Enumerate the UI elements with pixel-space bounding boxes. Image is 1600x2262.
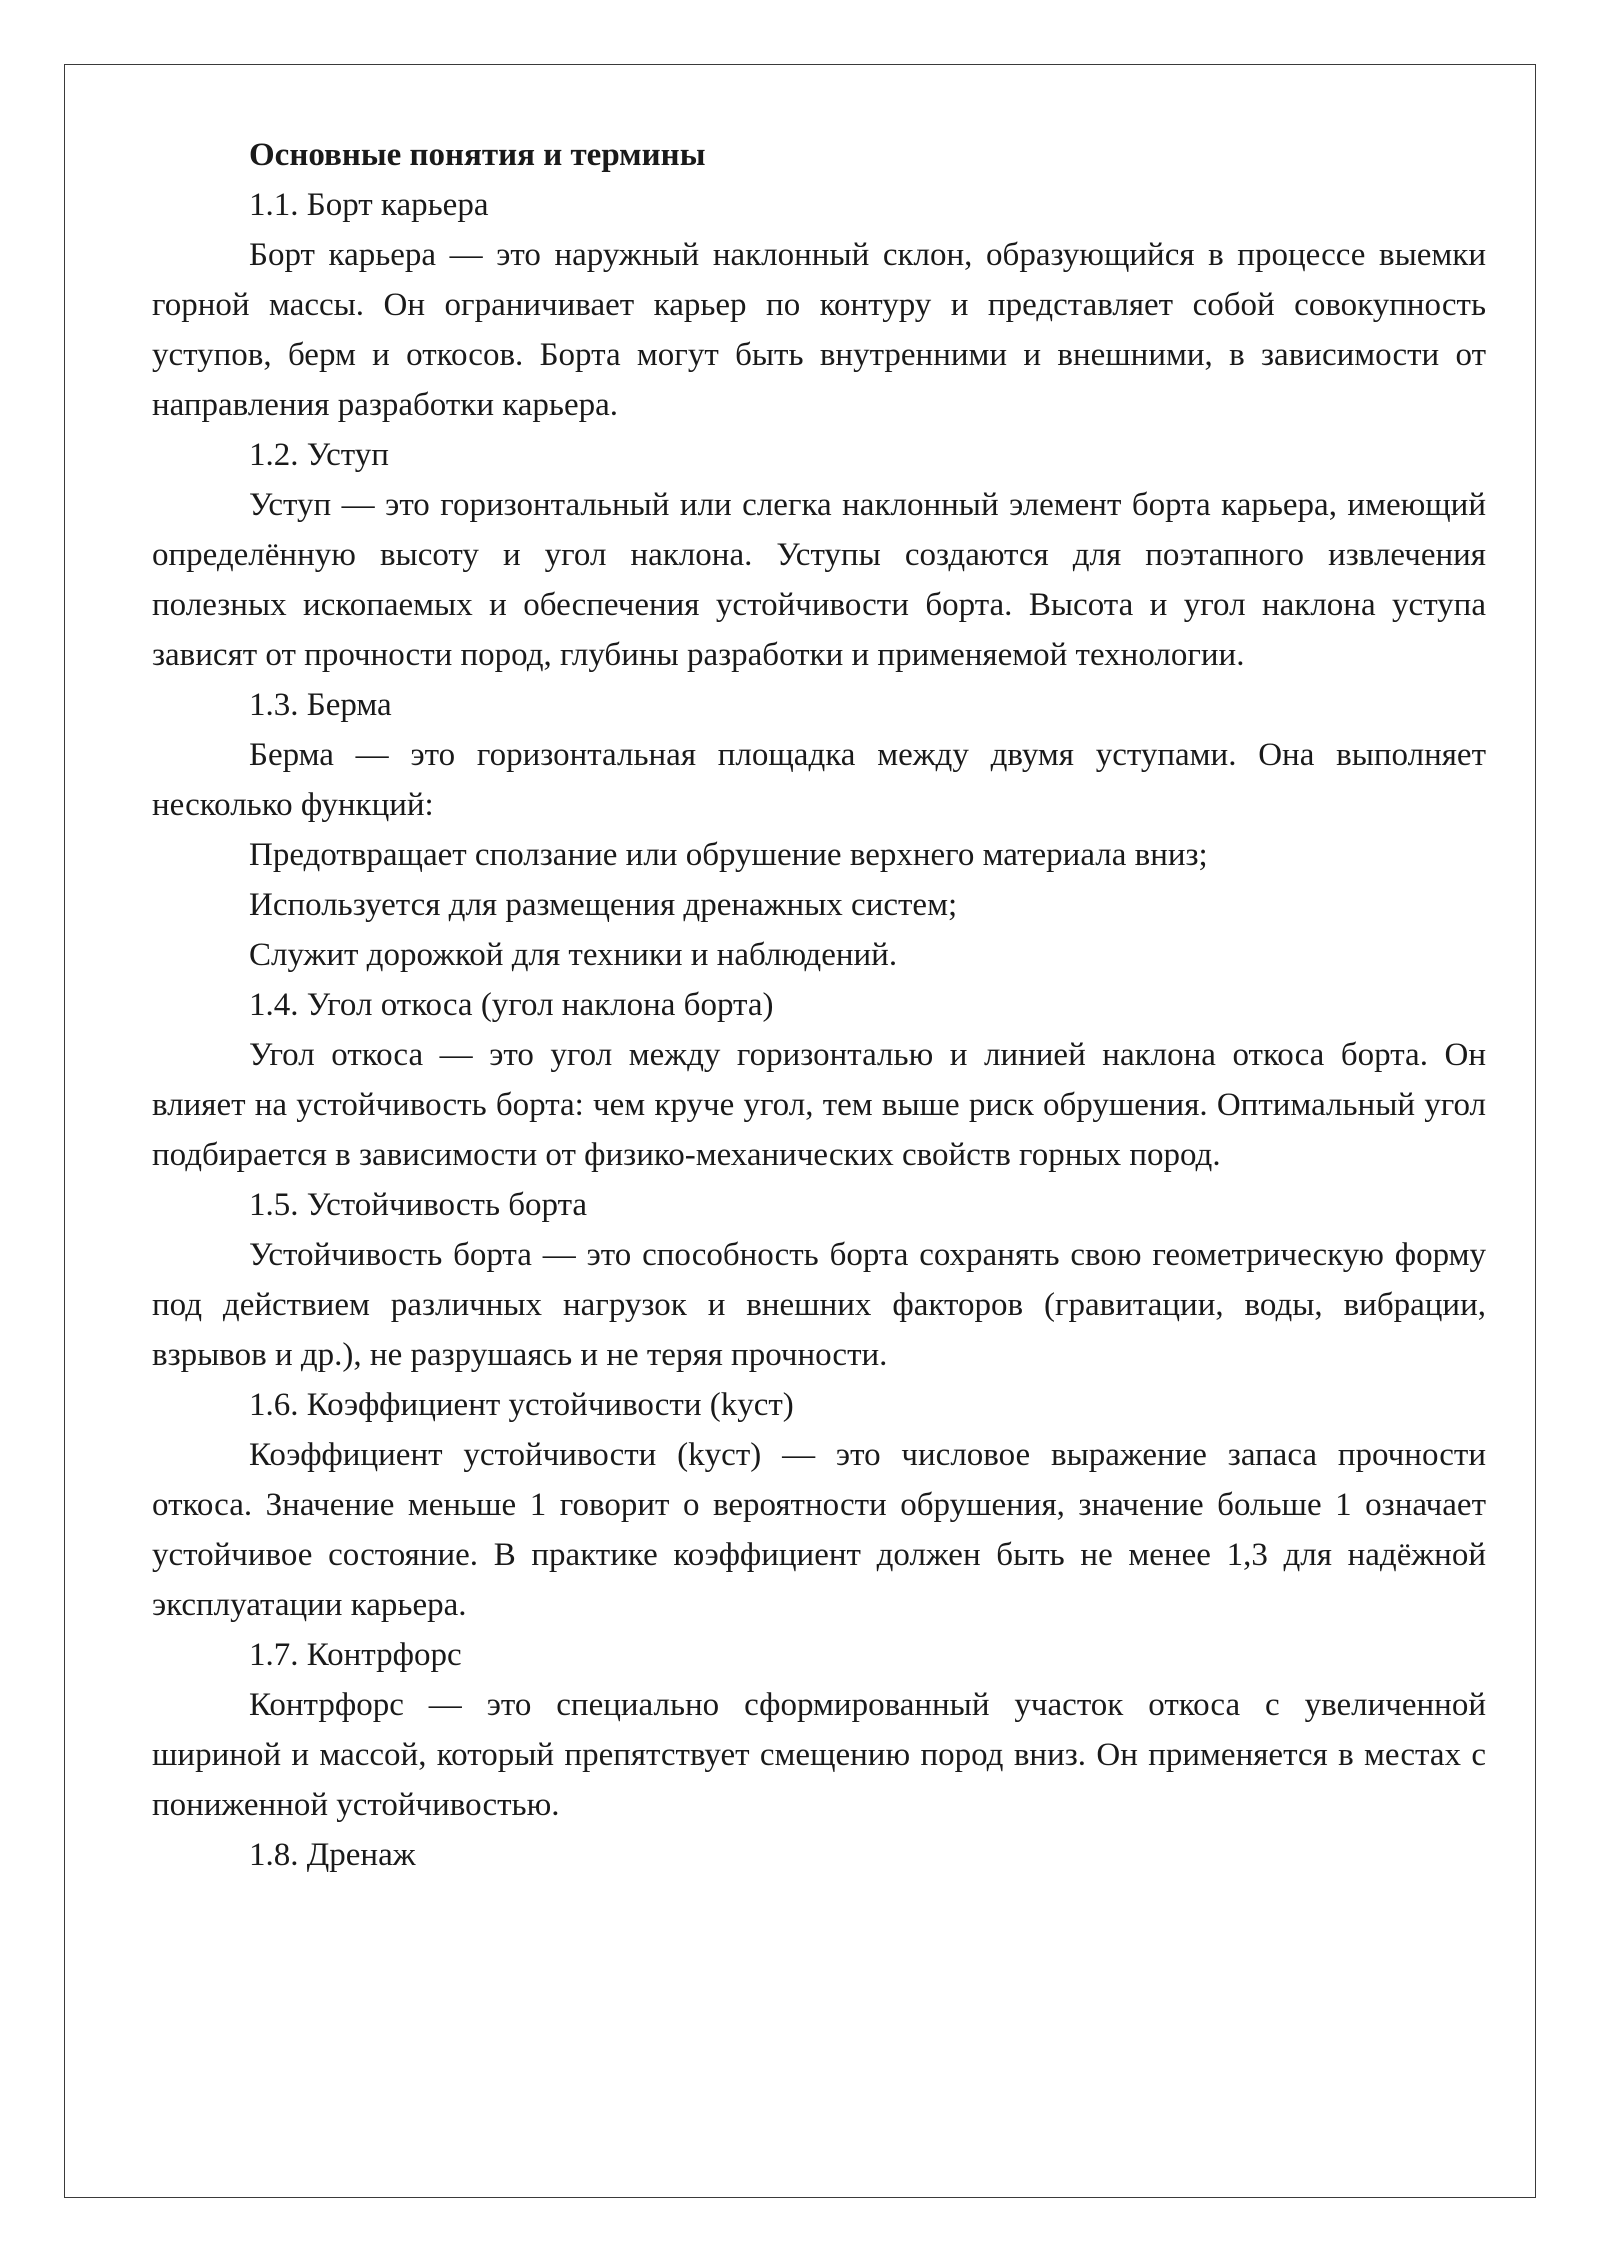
list-item: Используется для размещения дренажных систем;	[249, 887, 958, 923]
document-body	[152, 130, 1486, 1880]
paragraph: Коэффициент устойчивости (kуст) — это числовое выражение запаса прочности откоса. Значение меньше 1 говорит о вероятности обрушения, значение больше 1 означает устойчивое состояние. В практике коэффициент должен быть не менее 1,3 для надёжной эксплуатации карьера.	[152, 1437, 1486, 1623]
section-heading: 1.6. Коэффициент устойчивости (kуст)	[249, 1387, 794, 1423]
section-heading: 1.1. Борт карьера	[249, 187, 489, 223]
section-heading: 1.3. Берма	[249, 687, 392, 723]
paragraph: Контрфорс — это специально сформированный участок откоса с увеличенной шириной и массой, который препятствует смещению пород вниз. Он применяется в местах с пониженной устойчивостью.	[152, 1687, 1486, 1823]
section-heading: 1.5. Устойчивость борта	[249, 1187, 588, 1223]
document-title: Основные понятия и термины	[249, 137, 706, 173]
paragraph: Уступ — это горизонтальный или слегка наклонный элемент борта карьера, имеющий определённую высоту и угол наклона. Уступы создаются для поэтапного извлечения полезных ископаемых и обеспечения устойчивости борта. Высота и угол наклона уступа зависят от прочности пород, глубины разработки и применяемой технологии.	[152, 487, 1486, 673]
paragraph: Берма — это горизонтальная площадка между двумя уступами. Она выполняет несколько функций:	[152, 737, 1486, 823]
section-heading: 1.4. Угол откоса (угол наклона борта)	[249, 987, 774, 1023]
paragraph: Устойчивость борта — это способность борта сохранять свою геометрическую форму под действием различных нагрузок и внешних факторов (гравитации, воды, вибрации, взрывов и др.), не разрушаясь и не теряя прочности.	[152, 1237, 1486, 1373]
paragraph: Угол откоса — это угол между горизонталью и линией наклона откоса борта. Он влияет на устойчивость борта: чем круче угол, тем выше риск обрушения. Оптимальный угол подбирается в зависимости от физико-механических свойств горных пород.	[152, 1037, 1486, 1173]
paragraph: Борт карьера — это наружный наклонный склон, образующийся в процессе выемки горной массы. Он ограничивает карьер по контуру и представляет собой совокупность уступов, берм и откосов. Борта могут быть внутренними и внешними, в зависимости от направления разработки карьера.	[152, 237, 1486, 423]
section-heading: 1.7. Контрфорс	[249, 1637, 462, 1673]
list-item: Служит дорожкой для техники и наблюдений.	[249, 937, 898, 973]
section-heading: 1.2. Уступ	[249, 437, 389, 473]
section-heading: 1.8. Дренаж	[249, 1837, 416, 1873]
list-item: Предотвращает сползание или обрушение верхнего материала вниз;	[249, 837, 1208, 873]
